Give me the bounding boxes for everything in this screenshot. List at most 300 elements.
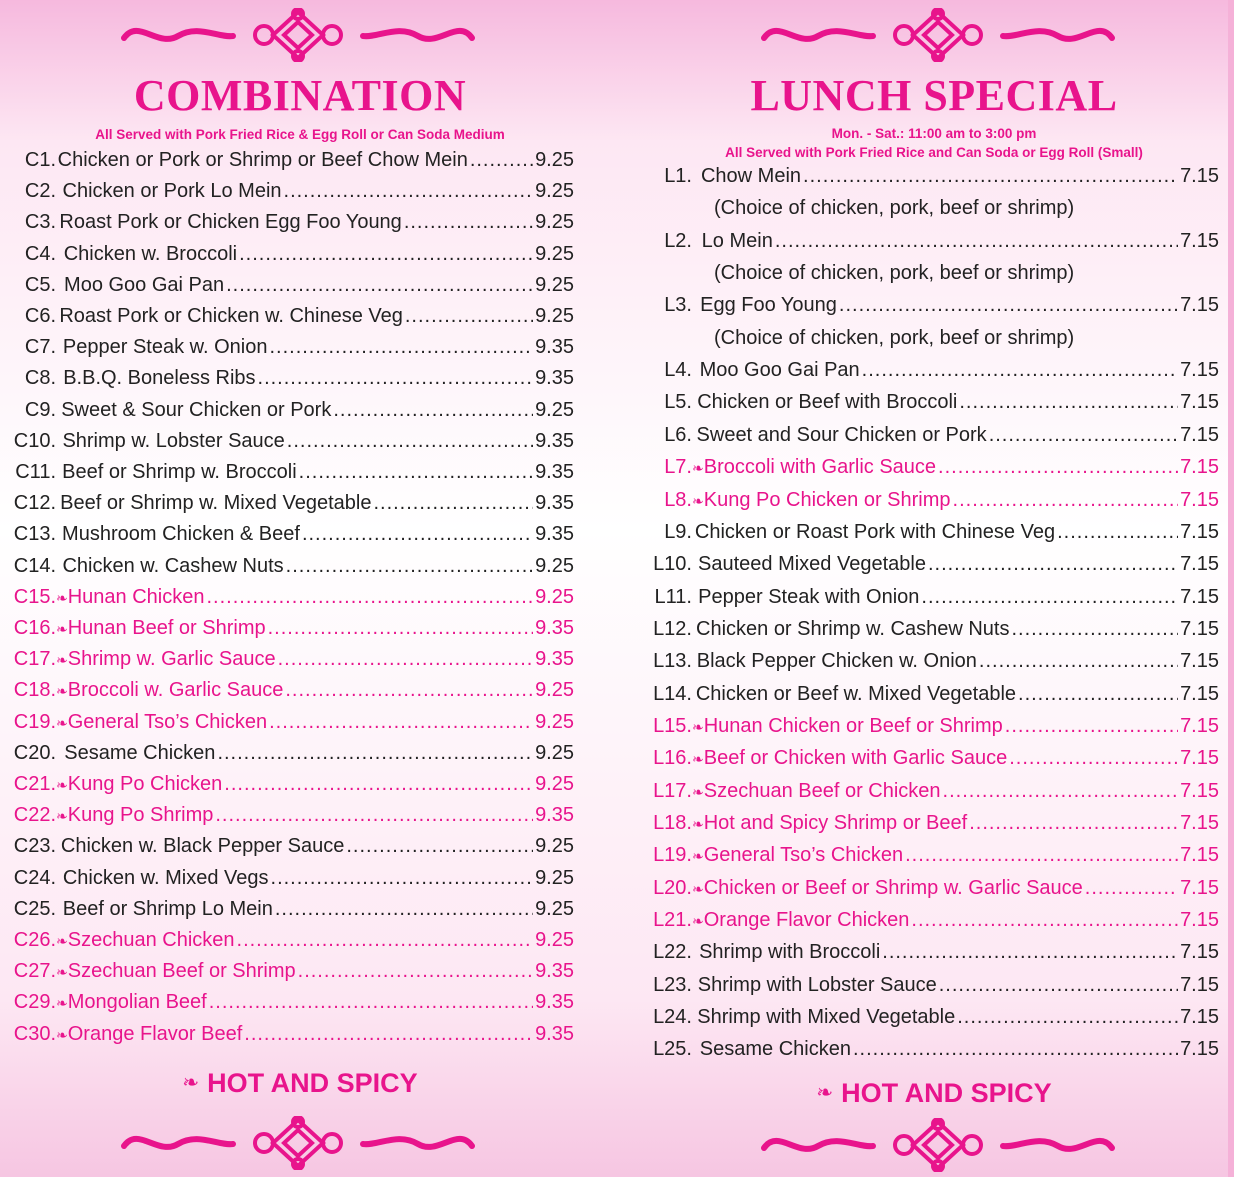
legend-label: HOT AND SPICY — [207, 1068, 418, 1098]
item-code: L11. — [654, 585, 692, 608]
item-note: (Choice of chicken, pork, beef or shrimp) — [714, 197, 1075, 220]
item-price: 7.15 — [1180, 812, 1219, 834]
item-price: 9.35 — [535, 523, 574, 546]
item-price: 7.15 — [1180, 359, 1219, 382]
dot-leader — [1085, 876, 1178, 900]
item-name: Pepper Steak w. Onion — [62, 336, 268, 359]
item-name: Kung Po Chicken or Shrimp — [703, 488, 951, 511]
item-code: L16. — [653, 747, 692, 770]
dot-leader — [286, 554, 533, 578]
item-code: C11. — [15, 461, 56, 483]
dot-leader — [258, 366, 534, 390]
menu-item — [6, 616, 574, 641]
dot-leader — [244, 1022, 533, 1046]
item-name: Szechuan Chicken — [67, 929, 235, 951]
item-price: 7.15 — [1180, 1038, 1219, 1061]
item-name: Kung Po Shrimp — [67, 804, 214, 827]
menu-item — [642, 649, 1219, 673]
dot-leader — [853, 1037, 1178, 1061]
item-price: 9.25 — [535, 866, 574, 889]
dot-leader — [953, 488, 1179, 512]
item-name: Broccoli with Garlic Sauce — [703, 456, 937, 479]
item-price: 7.15 — [1180, 682, 1219, 705]
item-price: 7.15 — [1180, 747, 1219, 770]
item-price: 9.25 — [535, 679, 574, 702]
item-code: C5. — [24, 273, 56, 296]
menu-item — [642, 520, 1219, 544]
item-price: 7.15 — [1180, 294, 1219, 317]
menu-item — [6, 242, 574, 266]
item-code: L22. — [653, 941, 692, 964]
item-code: C7. — [24, 336, 56, 359]
item-name: General Tso’s Chicken — [67, 710, 268, 733]
item-code: C22. — [13, 804, 56, 827]
hot-legend — [634, 1080, 1234, 1107]
item-name: Shrimp w. Garlic Sauce — [67, 648, 276, 671]
menu-item — [642, 617, 1219, 641]
item-price: 9.25 — [535, 305, 574, 327]
menu-item — [6, 491, 574, 515]
dot-leader — [224, 772, 533, 796]
item-price: 7.15 — [1180, 876, 1219, 899]
item-code: C20. — [13, 741, 56, 764]
item-price: 7.15 — [1180, 165, 1219, 187]
menu-item — [6, 990, 574, 1015]
menu-item — [6, 928, 574, 953]
item-name: Roast Pork or Chicken w. Chinese Veg — [59, 305, 403, 327]
menu-item — [642, 714, 1219, 739]
item-name: Sesame Chicken — [64, 741, 216, 764]
menu-item — [6, 273, 574, 297]
chili-pepper-icon: ❧ — [692, 718, 704, 735]
menu-item — [6, 585, 574, 610]
item-code: L4. — [664, 359, 692, 382]
menu-item — [642, 779, 1219, 804]
chili-pepper-icon: ❧ — [56, 621, 68, 637]
item-name: Chicken or Beef or Shrimp w. Garlic Sauce — [703, 876, 1083, 899]
item-code: L1. — [664, 165, 692, 187]
dot-leader — [269, 335, 533, 359]
item-code: C24. — [13, 866, 56, 889]
dot-leader — [404, 210, 533, 234]
item-name: Sesame Chicken — [699, 1038, 851, 1061]
item-code: L5. — [664, 391, 692, 414]
menu-item — [642, 746, 1219, 771]
dot-leader — [911, 908, 1178, 932]
menu-item — [642, 293, 1219, 317]
menu-item — [642, 164, 1219, 188]
dot-leader — [928, 552, 1178, 576]
item-code: L3. — [664, 294, 692, 317]
item-price: 9.25 — [535, 773, 574, 795]
item-price: 9.25 — [535, 741, 574, 764]
item-code: C4. — [24, 242, 56, 265]
item-code: C15. — [13, 585, 56, 608]
menu-item — [6, 647, 574, 672]
dot-leader — [298, 959, 533, 983]
chili-pepper-icon: ❧ — [692, 783, 704, 800]
item-price: 7.15 — [1180, 714, 1219, 737]
dot-leader — [237, 928, 534, 952]
menu-item — [6, 710, 574, 735]
chili-pepper-icon: ❧ — [56, 589, 68, 606]
item-name: Kung Po Chicken — [67, 773, 223, 795]
item-price: 7.15 — [1180, 553, 1219, 576]
item-code: C19. — [13, 710, 56, 733]
item-price: 7.15 — [1180, 585, 1219, 608]
item-name: Black Pepper Chicken w. Onion — [696, 650, 977, 673]
item-name: Sauteed Mixed Vegetable — [698, 553, 926, 576]
item-name: Lo Mein — [701, 229, 773, 252]
item-name: Beef or Shrimp w. Mixed Vegetable — [60, 492, 372, 515]
chili-pepper-icon: ❧ — [56, 683, 68, 700]
menu-item — [642, 1005, 1219, 1029]
item-price: 9.25 — [535, 710, 574, 733]
menu-item — [6, 897, 574, 921]
item-price: 9.25 — [535, 897, 574, 920]
menu-item — [642, 488, 1219, 513]
item-name: Moo Goo Gai Pan — [64, 273, 225, 296]
scroll-ornament-icon — [118, 8, 478, 62]
item-price: 9.25 — [535, 149, 574, 171]
item-price: 7.15 — [1180, 423, 1219, 446]
dot-leader — [346, 834, 533, 858]
menu-item — [6, 179, 574, 203]
dot-leader — [989, 423, 1178, 447]
item-code: L13. — [653, 650, 692, 673]
dot-leader — [1011, 617, 1178, 641]
item-price: 7.15 — [1180, 909, 1219, 932]
item-name: General Tso’s Chicken — [703, 844, 904, 867]
item-price: 9.25 — [535, 242, 574, 265]
item-name: Hot and Spicy Shrimp or Beef — [703, 812, 968, 834]
item-price: 9.25 — [535, 929, 574, 951]
item-code: C3. — [24, 211, 56, 234]
dot-leader — [943, 779, 1179, 803]
item-code: C9. — [24, 398, 56, 421]
item-name: Chow Mein — [700, 165, 802, 187]
chili-pepper-icon: ❧ — [56, 777, 68, 793]
menu-item — [642, 358, 1219, 382]
item-price: 9.25 — [535, 273, 574, 296]
dot-leader — [957, 1005, 1178, 1029]
item-code: L6. — [664, 423, 692, 446]
dot-leader — [239, 242, 533, 266]
chili-pepper-icon: ❧ — [692, 816, 704, 832]
menu-item — [6, 304, 574, 328]
item-code: C14. — [13, 554, 56, 577]
item-code: C29. — [13, 991, 56, 1014]
item-price: 9.35 — [535, 960, 574, 983]
item-code: C18. — [13, 679, 56, 702]
item-name: Beef or Shrimp Lo Mein — [62, 897, 273, 920]
scroll-ornament-icon — [118, 1116, 478, 1170]
item-price: 7.15 — [1180, 1006, 1219, 1029]
dot-leader — [299, 460, 533, 484]
item-code: C2. — [24, 180, 56, 203]
menu-item — [6, 834, 574, 858]
item-code: L23. — [653, 973, 692, 996]
page-edge — [1228, 0, 1234, 1177]
item-code: L24. — [653, 1006, 692, 1029]
item-name: Szechuan Beef or Shrimp — [67, 960, 296, 983]
item-price: 9.25 — [535, 835, 574, 858]
dot-leader — [921, 585, 1178, 609]
item-name: Mongolian Beef — [67, 991, 207, 1014]
item-code: C27. — [13, 960, 56, 983]
item-name: B.B.Q. Boneless Ribs — [63, 367, 256, 390]
dot-leader — [268, 616, 533, 640]
menu-item — [6, 460, 574, 484]
menu-item — [642, 455, 1219, 480]
item-name: Shrimp with Broccoli — [699, 941, 881, 964]
menu-item — [642, 585, 1219, 609]
item-price: 9.35 — [535, 804, 574, 827]
item-price: 9.35 — [535, 492, 574, 515]
item-code: L18. — [653, 812, 692, 834]
item-name: Moo Goo Gai Pan — [699, 359, 860, 382]
item-name: Shrimp with Mixed Vegetable — [697, 1006, 956, 1029]
item-code: C8. — [24, 367, 56, 390]
item-name: Chicken or Pork or Shrimp or Beef Chow Mein — [57, 149, 468, 171]
dot-leader — [959, 390, 1178, 414]
legend-label: HOT AND SPICY — [841, 1078, 1052, 1108]
dot-leader — [939, 973, 1178, 997]
item-price: 7.15 — [1180, 520, 1219, 543]
dot-leader — [839, 293, 1178, 317]
scroll-ornament-icon — [758, 1118, 1118, 1172]
item-price: 9.25 — [535, 554, 574, 577]
dot-leader — [302, 522, 533, 546]
dot-leader — [215, 803, 533, 827]
chili-pepper-icon: ❧ — [816, 1082, 834, 1104]
item-code: C1. — [24, 149, 56, 171]
menu-item — [642, 1037, 1219, 1061]
item-name: Hunan Beef or Shrimp — [67, 617, 266, 639]
dot-leader — [938, 455, 1178, 479]
item-code: C30. — [13, 1022, 56, 1045]
item-price: 7.15 — [1180, 617, 1219, 640]
item-code: C25. — [13, 897, 56, 920]
item-name: Chicken w. Black Pepper Sauce — [60, 835, 345, 858]
item-name: Chicken or Shrimp w. Cashew Nuts — [696, 617, 1010, 640]
menu-item — [6, 959, 574, 984]
item-price: 9.25 — [535, 180, 574, 203]
dot-leader — [217, 741, 533, 765]
item-price: 9.35 — [535, 617, 574, 639]
chili-pepper-icon: ❧ — [56, 1026, 68, 1043]
menu-item — [6, 148, 574, 172]
item-note: (Choice of chicken, pork, beef or shrimp) — [714, 326, 1075, 349]
item-price: 7.15 — [1180, 488, 1219, 511]
item-name: Chicken w. Cashew Nuts — [62, 554, 284, 577]
item-code: L10. — [653, 553, 692, 576]
item-name: Chicken or Roast Pork with Chinese Veg — [694, 520, 1056, 543]
item-price: 9.25 — [535, 398, 574, 421]
menu-item — [6, 678, 574, 703]
item-name: Chicken w. Broccoli — [63, 242, 238, 265]
section-subtitle: All Served with Pork Fried Rice & Egg Roll or Can Soda Medium — [95, 127, 505, 142]
menu-item — [642, 940, 1219, 964]
dot-leader — [969, 811, 1178, 835]
menu-item — [642, 390, 1219, 414]
item-code: L14. — [653, 682, 692, 705]
item-price: 9.35 — [535, 461, 574, 483]
dot-leader — [1018, 682, 1178, 706]
item-name: Pepper Steak with Onion — [698, 585, 920, 608]
item-name: Chicken or Pork Lo Mein — [62, 180, 282, 203]
dot-leader — [905, 843, 1178, 867]
item-name: Broccoli w. Garlic Sauce — [67, 679, 284, 702]
menu-item — [642, 811, 1219, 836]
dot-leader — [209, 990, 533, 1014]
item-code: C21. — [13, 773, 56, 795]
dot-leader — [226, 273, 533, 297]
dot-leader — [285, 678, 533, 702]
chili-pepper-icon: ❧ — [692, 880, 704, 897]
menu-item — [6, 398, 574, 422]
item-name: Sweet & Sour Chicken or Pork — [61, 398, 332, 421]
item-name: Beef or Chicken with Garlic Sauce — [703, 747, 1008, 770]
dot-leader — [1005, 714, 1178, 738]
dot-leader — [803, 164, 1178, 188]
chili-pepper-icon: ❧ — [56, 964, 68, 981]
dot-leader — [278, 647, 533, 671]
item-name: Beef or Shrimp w. Broccoli — [62, 461, 297, 483]
section-title: LUNCH SPECIAL — [750, 71, 1118, 120]
item-price: 7.15 — [1180, 779, 1219, 802]
dot-leader — [269, 710, 533, 734]
menu-item — [642, 843, 1219, 868]
menu-item — [6, 429, 574, 453]
item-price: 9.35 — [535, 648, 574, 671]
chili-pepper-icon: ❧ — [182, 1072, 200, 1094]
item-code: L9. — [664, 520, 692, 543]
item-code: L15. — [653, 714, 692, 737]
item-name: Roast Pork or Chicken Egg Foo Young — [59, 211, 402, 234]
chili-pepper-icon: ❧ — [56, 808, 68, 825]
item-name: Chicken w. Mixed Vegs — [62, 866, 269, 889]
item-price: 9.35 — [535, 1022, 574, 1045]
chili-pepper-icon: ❧ — [56, 652, 68, 669]
chili-pepper-icon: ❧ — [56, 714, 68, 731]
menu-item — [642, 876, 1219, 901]
item-code: C6. — [24, 305, 56, 327]
item-name: Shrimp w. Lobster Sauce — [62, 429, 285, 452]
item-name: Hunan Chicken or Beef or Shrimp — [703, 714, 1003, 737]
item-price: 9.25 — [535, 211, 574, 234]
item-price: 7.15 — [1180, 229, 1219, 252]
dot-leader — [275, 897, 533, 921]
item-name: Orange Flavor Chicken — [703, 909, 910, 932]
dot-leader — [1057, 520, 1178, 544]
item-code: L19. — [653, 844, 692, 867]
menu-item — [6, 741, 574, 765]
item-name: Orange Flavor Beef — [67, 1022, 243, 1045]
item-code: L2. — [664, 229, 692, 252]
dot-leader — [775, 229, 1178, 253]
item-name: Sweet and Sour Chicken or Pork — [696, 423, 987, 446]
item-price: 7.15 — [1180, 650, 1219, 673]
item-name: Chicken or Beef w. Mixed Vegetable — [695, 682, 1017, 705]
menu-item — [642, 973, 1219, 997]
menu-item — [6, 866, 574, 890]
scroll-ornament-icon — [758, 8, 1118, 62]
item-name: Szechuan Beef or Chicken — [703, 779, 941, 802]
item-name: Mushroom Chicken & Beef — [62, 523, 300, 546]
menu-item — [6, 554, 574, 578]
item-code: C17. — [13, 648, 56, 671]
section-title: COMBINATION — [133, 71, 467, 120]
item-price: 9.25 — [535, 585, 574, 608]
menu-item — [642, 423, 1219, 447]
chili-pepper-icon: ❧ — [692, 492, 704, 509]
menu-item — [6, 210, 574, 234]
dot-leader — [271, 866, 534, 890]
item-price: 7.15 — [1180, 973, 1219, 996]
hot-legend — [0, 1070, 600, 1097]
item-code: L12. — [653, 617, 692, 640]
item-name: Hunan Chicken — [67, 585, 205, 608]
dot-leader — [470, 148, 533, 172]
chili-pepper-icon: ❧ — [692, 460, 704, 477]
dot-leader — [287, 429, 533, 453]
dot-leader — [333, 398, 533, 422]
item-price: 9.35 — [535, 367, 574, 390]
item-code: C12. — [13, 492, 56, 515]
menu-item — [642, 682, 1219, 706]
item-code: L20. — [653, 876, 692, 899]
menu-item — [6, 366, 574, 390]
item-price: 9.35 — [535, 991, 574, 1014]
menu-item — [6, 335, 574, 359]
item-code: L25. — [653, 1038, 692, 1061]
item-code: L7. — [664, 456, 692, 479]
menu-item — [6, 1022, 574, 1047]
chili-pepper-icon: ❧ — [56, 933, 68, 949]
menu-item — [6, 772, 574, 797]
chili-pepper-icon: ❧ — [692, 848, 704, 865]
item-code: L17. — [653, 779, 692, 802]
chili-pepper-icon: ❧ — [56, 995, 68, 1012]
section-subtitle: All Served with Pork Fried Rice and Can Soda or Egg Roll (Small) — [725, 145, 1143, 160]
dot-leader — [862, 358, 1178, 382]
menu-item — [6, 522, 574, 546]
menu-item — [642, 552, 1219, 576]
item-name: Shrimp with Lobster Sauce — [697, 973, 937, 996]
dot-leader — [882, 940, 1178, 964]
item-price: 9.35 — [535, 429, 574, 452]
item-code: C13. — [13, 523, 56, 546]
item-price: 7.15 — [1180, 844, 1219, 867]
dot-leader — [979, 649, 1178, 673]
chili-pepper-icon: ❧ — [692, 751, 704, 768]
item-code: C16. — [13, 617, 56, 639]
menu-item — [6, 803, 574, 828]
item-code: L21. — [653, 909, 692, 932]
item-note: (Choice of chicken, pork, beef or shrimp) — [714, 262, 1075, 285]
dot-leader — [373, 491, 533, 515]
dot-leader — [284, 179, 534, 203]
dot-leader — [1009, 746, 1178, 770]
item-code: C26. — [13, 929, 56, 951]
item-price: 7.15 — [1180, 941, 1219, 964]
item-price: 9.35 — [535, 336, 574, 359]
item-name: Egg Foo Young — [700, 294, 837, 317]
item-code: C23. — [13, 835, 56, 858]
item-code: L8. — [664, 488, 692, 511]
dot-leader — [405, 304, 533, 328]
